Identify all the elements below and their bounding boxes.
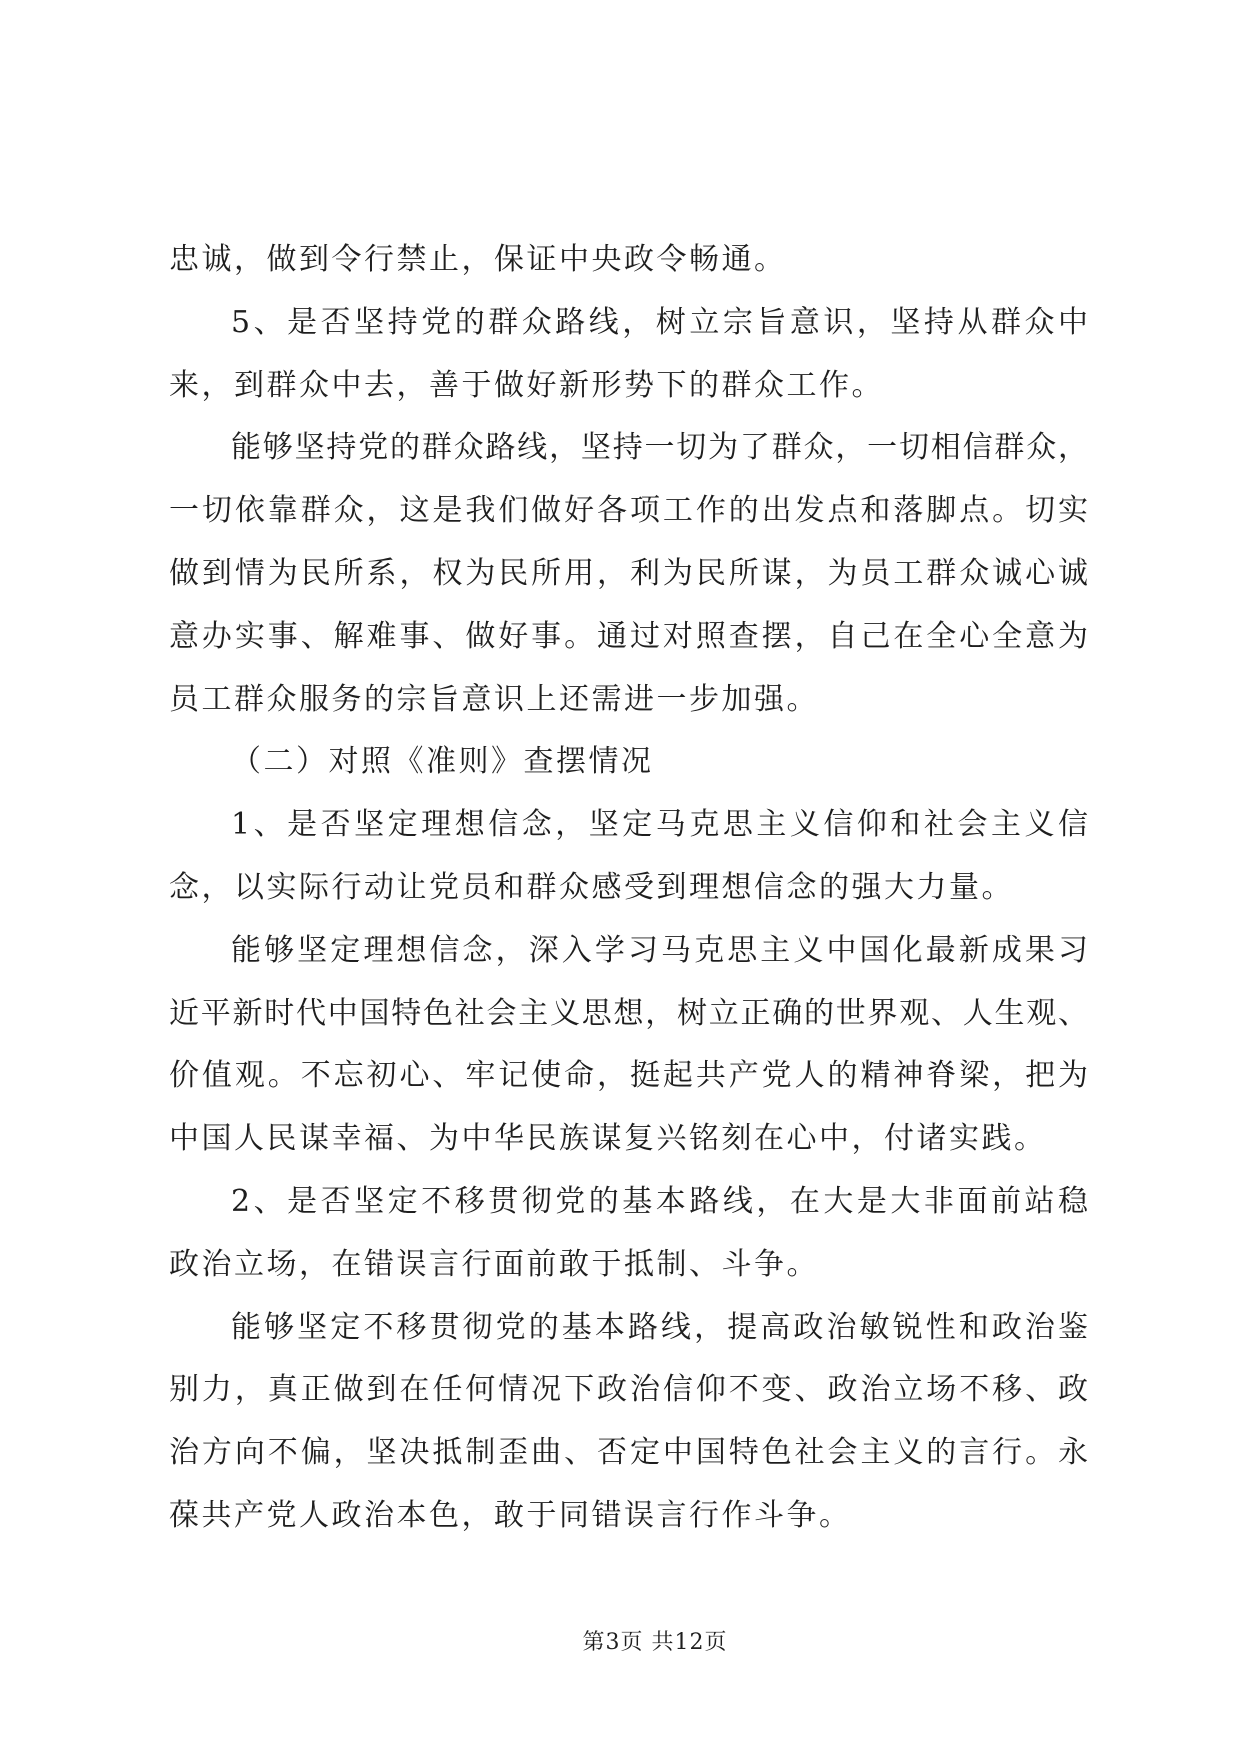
text-line: 做到情为民所系，权为民所用，利为民所谋，为员工群众诚心诚 bbox=[169, 555, 1088, 591]
text-line: 近平新时代中国特色社会主义思想，树立正确的世界观、人生观、 bbox=[169, 995, 1088, 1031]
text-line: 能够坚持党的群众路线，坚持一切为了群众，一切相信群众， bbox=[231, 430, 1088, 466]
text-line: 别力，真正做到在任何情况下政治信仰不变、政治立场不移、政 bbox=[169, 1372, 1088, 1408]
text-line: 一切依靠群众，这是我们做好各项工作的出发点和落脚点。切实 bbox=[169, 493, 1088, 529]
paragraph-answer-1 bbox=[169, 920, 1088, 1171]
text-line: 葆共产党人政治本色，敢于同错误言行作斗争。 bbox=[169, 1497, 852, 1533]
paragraph-answer-5 bbox=[169, 417, 1088, 731]
text-line: 2、是否坚定不移贯彻党的基本路线，在大是大非面前站稳 bbox=[231, 1183, 1088, 1219]
paragraph-continuation bbox=[169, 229, 1088, 292]
text-line: 1、是否坚定理想信念，坚定马克思主义信仰和社会主义信 bbox=[231, 807, 1088, 843]
text-line: 员工群众服务的宗旨意识上还需进一步加强。 bbox=[169, 681, 819, 717]
text-line: 治方向不偏，坚决抵制歪曲、否定中国特色社会主义的言行。永 bbox=[169, 1435, 1088, 1471]
text-line: 中国人民谋幸福、为中华民族谋复兴铭刻在心中，付诸实践。 bbox=[169, 1121, 1047, 1157]
paragraph-item-1 bbox=[169, 794, 1088, 920]
page-number-footer: 第3页 共12页 bbox=[582, 1630, 728, 1655]
text-line: 意办实事、解难事、做好事。通过对照查摆，自己在全心全意为 bbox=[169, 618, 1088, 654]
paragraph-item-2 bbox=[169, 1171, 1088, 1297]
paragraph-answer-2 bbox=[169, 1297, 1088, 1548]
paragraph-item-5 bbox=[169, 292, 1088, 418]
text-line: 念，以实际行动让党员和群众感受到理想信念的强大力量。 bbox=[169, 869, 1014, 905]
text-line: 5、是否坚持党的群众路线，树立宗旨意识，坚持从群众中 bbox=[231, 304, 1088, 340]
text-line: 来，到群众中去，善于做好新形势下的群众工作。 bbox=[169, 367, 884, 403]
text-line: 忠诚，做到令行禁止，保证中央政令畅通。 bbox=[169, 242, 787, 277]
text-line: 政治立场，在错误言行面前敢于抵制、斗争。 bbox=[169, 1246, 819, 1282]
text-line: 能够坚定理想信念，深入学习马克思主义中国化最新成果习 bbox=[231, 932, 1088, 968]
text-line: 价值观。不忘初心、牢记使命，挺起共产党人的精神脊梁，把为 bbox=[169, 1058, 1088, 1094]
section-heading-text: （二）对照《准则》查摆情况 bbox=[231, 744, 654, 780]
text-line: 能够坚定不移贯彻党的基本路线，提高政治敏锐性和政治鉴 bbox=[231, 1309, 1088, 1345]
section-heading bbox=[169, 731, 1088, 794]
document-body bbox=[169, 229, 1088, 1548]
